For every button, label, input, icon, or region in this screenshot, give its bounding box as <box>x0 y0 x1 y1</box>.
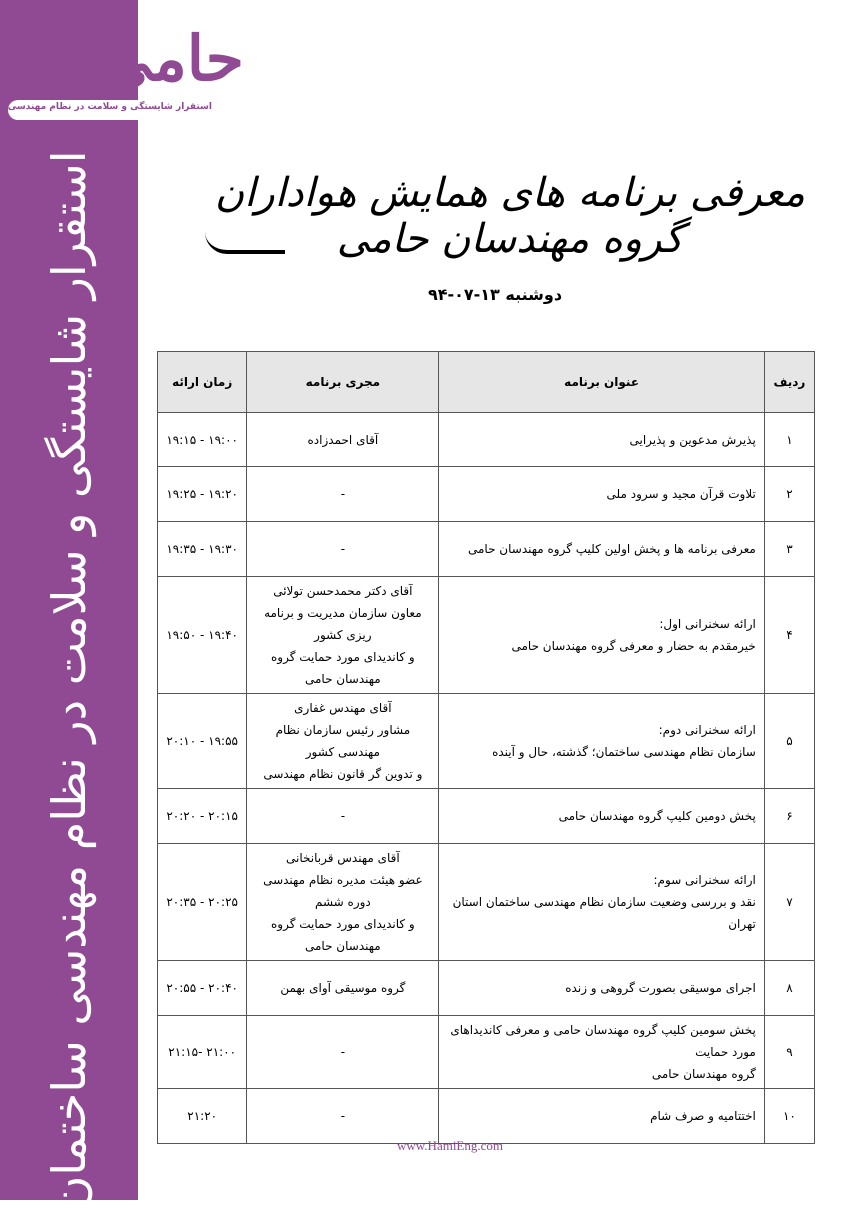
row-title <box>439 1016 764 1089</box>
row-title-line: ارائه سخنرانی سوم: <box>653 873 756 887</box>
table-row <box>158 961 815 1016</box>
row-title-line: پخش سومین کلیپ گروه مهندسان حامی و معرفی کاندیداهای مورد حمایت <box>450 1023 756 1059</box>
table-row <box>158 1016 815 1089</box>
footer-url[interactable]: www.HamiEng.com <box>396 1138 504 1153</box>
row-title-line: معرفی برنامه ها و پخش اولین کلیپ گروه مهندسان حامی <box>467 542 756 556</box>
row-presenter-line: - <box>340 809 346 823</box>
row-title-line: خیرمقدم به حضار و معرفی گروه مهندسان حامی <box>511 639 756 653</box>
row-presenter-line: آقای دکتر محمدحسن تولائی <box>273 584 413 598</box>
row-time: ۲۰:۱۵ - ۲۰:۲۰ <box>158 789 247 844</box>
row-presenter-line: آقای احمدزاده <box>307 432 379 447</box>
table-body <box>158 413 815 1144</box>
row-presenter-line: - <box>340 487 346 501</box>
row-time: ۱۹:۴۰ - ۱۹:۵۰ <box>158 577 247 694</box>
row-presenter <box>247 1016 439 1089</box>
row-presenter-line: گروه موسیقی آوای بهمن <box>280 981 406 995</box>
row-time: ۱۹:۵۵ - ۲۰:۱۰ <box>158 694 247 789</box>
column-header-presenter: مجری برنامه <box>247 352 439 413</box>
row-presenter-line: و تدوین گر قانون نظام مهندسی <box>263 767 423 781</box>
row-title <box>439 789 764 844</box>
side-slogan: استقرار شایستگی و سلامت در نظام مهندسی ساختمان <box>42 150 96 1210</box>
schedule-table <box>157 351 815 1144</box>
column-header-title: عنوان برنامه <box>439 352 764 413</box>
row-presenter <box>247 844 439 961</box>
row-time: ۲۱:۰۰ -۲۱:۱۵ <box>158 1016 247 1089</box>
row-title-line: اختتامیه و صرف شام <box>650 1109 756 1123</box>
table-row <box>158 467 815 522</box>
table-row <box>158 789 815 844</box>
table-row <box>158 522 815 577</box>
row-title-line: تلاوت قرآن مجید و سرود ملی <box>606 487 756 501</box>
row-presenter <box>247 467 439 522</box>
row-title-line: سازمان نظام مهندسی ساختمان؛ گذشته، حال و آینده <box>492 745 756 759</box>
row-presenter <box>247 961 439 1016</box>
column-header-no: ردیف <box>764 352 814 413</box>
row-title-line: پخش دومین کلیپ گروه مهندسان حامی <box>558 809 756 823</box>
row-presenter-line: و کاندیدای مورد حمایت گروه مهندسان حامی <box>270 650 415 686</box>
row-time: ۲۰:۲۵ - ۲۰:۳۵ <box>158 844 247 961</box>
row-time: ۱۹:۲۰ - ۱۹:۲۵ <box>158 467 247 522</box>
row-number: ۶ <box>764 789 814 844</box>
row-presenter-line: و کاندیدای مورد حمایت گروه مهندسان حامی <box>270 917 415 953</box>
row-presenter <box>247 789 439 844</box>
row-title-line: پذیرش مدعوین و پذیرایی <box>629 432 756 447</box>
row-time: ۲۱:۲۰ <box>158 1089 247 1144</box>
title-swash <box>205 232 285 254</box>
table-row <box>158 577 815 694</box>
row-number: ۱ <box>764 413 814 467</box>
row-presenter-line: - <box>340 542 346 556</box>
row-title <box>439 844 764 961</box>
row-presenter-line: آقای مهندس قربانخانی <box>286 851 400 865</box>
row-number: ۳ <box>764 522 814 577</box>
event-date: دوشنبه ۱۳-۰۷-۹۴ <box>427 285 563 304</box>
row-presenter <box>247 1089 439 1144</box>
column-header-time: زمان ارائه <box>158 352 247 413</box>
row-title <box>439 413 764 467</box>
row-number: ۵ <box>764 694 814 789</box>
row-time: ۱۹:۳۰ - ۱۹:۳۵ <box>158 522 247 577</box>
table-row <box>158 413 815 467</box>
row-presenter <box>247 522 439 577</box>
row-presenter-line: آقای مهندس غفاری <box>294 701 392 715</box>
row-title <box>439 467 764 522</box>
side-band <box>0 0 138 1210</box>
logo-tagline: استقرار شایستگی و سلامت در نظام مهندسی <box>7 102 212 112</box>
table-header-row <box>158 352 815 413</box>
row-presenter-line: معاون سازمان مدیریت و برنامه ریزی کشور <box>264 606 422 642</box>
row-title-line: اجرای موسیقی بصورت گروهی و زنده <box>565 981 756 995</box>
row-title <box>439 961 764 1016</box>
row-title <box>439 522 764 577</box>
row-presenter <box>247 413 439 467</box>
table-row <box>158 694 815 789</box>
logo <box>0 22 250 152</box>
row-number: ۹ <box>764 1016 814 1089</box>
row-time: ۱۹:۰۰ - ۱۹:۱۵ <box>158 413 247 467</box>
row-title <box>439 577 764 694</box>
row-number: ۸ <box>764 961 814 1016</box>
row-presenter <box>247 577 439 694</box>
row-number: ۲ <box>764 467 814 522</box>
row-time: ۲۰:۴۰ - ۲۰:۵۵ <box>158 961 247 1016</box>
logo-text: حامی <box>101 22 244 95</box>
row-number: ۱۰ <box>764 1089 814 1144</box>
row-presenter <box>247 694 439 789</box>
row-title-line: نقد و بررسی وضعیت سازمان نظام مهندسی ساختمان استان تهران <box>452 895 756 931</box>
row-title-line: ارائه سخنرانی اول: <box>659 617 756 631</box>
row-title-line: گروه مهندسان حامی <box>651 1067 756 1081</box>
row-number: ۷ <box>764 844 814 961</box>
row-presenter-line: عضو هیئت مدیره نظام مهندسی دوره ششم <box>263 873 423 909</box>
table-row <box>158 1089 815 1144</box>
row-presenter-line: مشاور رئیس سازمان نظام مهندسی کشور <box>275 723 411 759</box>
row-presenter-line: - <box>340 1045 346 1059</box>
row-title <box>439 694 764 789</box>
row-title-line: ارائه سخنرانی دوم: <box>658 723 756 737</box>
page-title: معرفی برنامه های همایش هواداران گروه مهندسان حامی <box>214 170 806 262</box>
table-row <box>158 844 815 961</box>
row-presenter-line: - <box>340 1109 346 1123</box>
row-title <box>439 1089 764 1144</box>
row-number: ۴ <box>764 577 814 694</box>
